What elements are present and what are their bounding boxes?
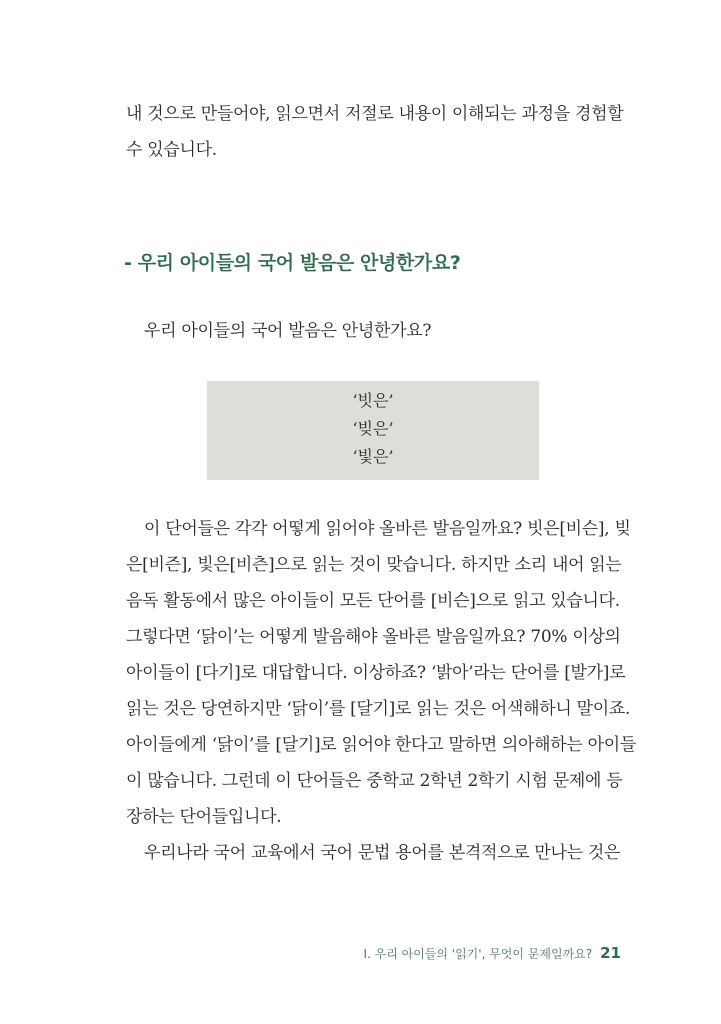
intro-line: 내 것으로 만들어야, 읽으면서 저절로 내용이 이해되는 과정을 경험할: [126, 104, 624, 124]
body-line: 이 단어들은 각각 어떻게 읽어야 올바른 발음일까요? 빗은[비슨], 빚: [144, 519, 631, 539]
body-paragraph: [126, 511, 637, 871]
body-line: 읽는 것은 당연하지만 ‘닭이’를 [달기]로 읽는 것은 어색해하니 말이죠.: [126, 699, 631, 719]
running-title: I. 우리 아이들의 '읽기', 무엇이 문제일까요?: [363, 947, 593, 961]
intro-line: 수 있습니다.: [126, 140, 217, 160]
body-line: 장하는 단어들입니다.: [126, 807, 282, 827]
body-line: 아이들이 [다기]로 대답합니다. 이상하죠? ‘밝아’라는 단어를 [발가]로: [126, 663, 626, 683]
page-footer: [363, 944, 621, 962]
section-heading: - 우리 아이들의 국어 발음은 안녕한가요?: [124, 252, 461, 274]
page-number: 21: [600, 944, 621, 962]
quote-word: ‘빗은’: [352, 391, 394, 410]
body-line: 우리나라 국어 교육에서 국어 문법 용어를 본격적으로 만나는 것은: [144, 843, 621, 863]
body-line: 음독 활동에서 많은 아이들이 모든 단어를 [비슨]으로 읽고 있습니다.: [126, 591, 620, 611]
lead-paragraph: [126, 313, 626, 349]
lead-line: 우리 아이들의 국어 발음은 안녕한가요?: [144, 321, 432, 341]
body-line: 아이들에게 ‘닭이’를 [달기]로 읽어야 한다고 말하면 의아해하는 아이들: [126, 735, 637, 755]
body-line: 이 많습니다. 그런데 이 단어들은 중학교 2학년 2학기 시험 문제에 등: [126, 771, 623, 791]
intro-paragraph: [126, 96, 626, 168]
quote-word: ‘빛은’: [352, 447, 394, 466]
quote-word: ‘빚은’: [352, 419, 394, 438]
quote-box: [207, 381, 539, 480]
body-line: 은[비즌], 빛은[비츤]으로 읽는 것이 맞습니다. 하지만 소리 내어 읽는: [126, 555, 622, 575]
body-line: 그렇다면 ‘닭이’는 어떻게 발음해야 올바른 발음일까요? 70% 이상의: [126, 627, 621, 647]
